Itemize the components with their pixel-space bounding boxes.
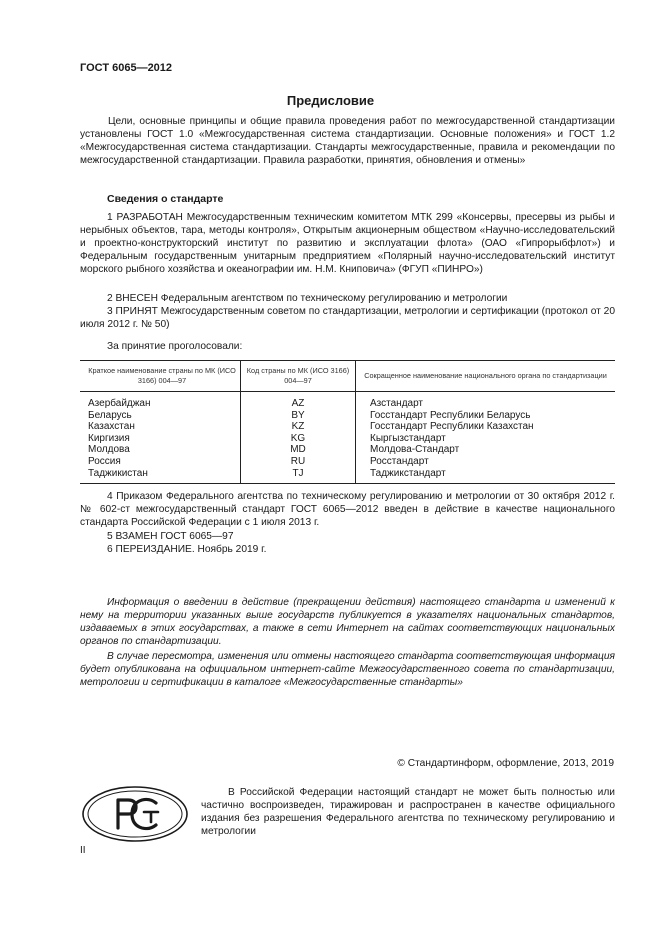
- item-3-text: 3 ПРИНЯТ Межгосударственным советом по стандартизации, метрологии и сертификации (протокол от 20 июля 2012 г. № 50): [80, 306, 615, 330]
- item-5: [80, 530, 615, 543]
- item-2: [80, 292, 615, 305]
- cell-code: RU: [241, 456, 356, 468]
- cell-code: BY: [241, 410, 356, 422]
- voting-table: [80, 360, 615, 484]
- table-header-row: [80, 361, 615, 392]
- cell-code: KZ: [241, 421, 356, 433]
- info-paragraph-1: [80, 596, 615, 648]
- cell-country: Молдова: [88, 444, 130, 456]
- item-6-text: 6 ПЕРЕИЗДАНИЕ. Ноябрь 2019 г.: [107, 544, 267, 555]
- cell-body: Азстандарт: [356, 392, 616, 410]
- standard-designation: ГОСТ 6065—2012: [80, 62, 173, 74]
- table-row: [80, 421, 615, 433]
- item-3: [80, 305, 615, 331]
- item-6: [80, 543, 615, 556]
- page-number: II: [80, 845, 86, 856]
- cell-code: TJ: [241, 468, 356, 484]
- item-5-text: 5 ВЗАМЕН ГОСТ 6065—97: [107, 531, 234, 542]
- cell-country: Казахстан: [88, 421, 135, 433]
- item-1: [80, 211, 615, 276]
- cell-body: Госстандарт Республики Казахстан: [356, 421, 616, 433]
- cell-code: MD: [241, 444, 356, 456]
- header-code: Код страны по МК (ИСО 3166) 004—97: [241, 361, 356, 392]
- info-text-1: Информация о введении в действие (прекращении действия) настоящего стандарта и изменений к нему на территории указанных выше государств публикуется в указателях национальных стандартов, издаваемых в этих государствах, а также в сети Интернет на сайтах соответствующих национальных органов по стандартизации.: [80, 597, 615, 647]
- cell-body: Молдова-Стандарт: [356, 444, 616, 456]
- table-row: [80, 392, 615, 410]
- intro-text: Цели, основные принципы и общие правила проведения работ по межгосударственной стандартизации установлены ГОСТ 1.0 «Межгосударственная система стандартизации. Основные положения» и ГОСТ 1.2 «Межгосударственная система стандартизации. Стандарты межгосударственные, правила и рекомендации по межгосударственной стандартизации. Правила разработки, принятия, обновления и отмены»: [80, 116, 615, 166]
- header-country: Краткое наименование страны по МК (ИСО 3166) 004—97: [80, 361, 241, 392]
- item-4-text: 4 Приказом Федерального агентства по техническому регулированию и метрологии от 30 октября 2012 г. № 602-ст межгосударственный стандарт ГОСТ 6065—2012 введен в действие в качестве национального стандарта Российской Федерации с 1 июля 2013 г.: [80, 491, 615, 528]
- table-row: [80, 468, 615, 484]
- section-subtitle: Сведения о стандарте: [107, 193, 224, 205]
- cell-country: Азербайджан: [88, 398, 151, 409]
- cell-body: Госстандарт Республики Беларусь: [356, 410, 616, 422]
- header-body: Сокращенное наименование национального органа по стандартизации: [356, 361, 616, 392]
- info-text-2: В случае пересмотра, изменения или отмены настоящего стандарта соответствующая информация будет опубликована на официальном интернет-сайте Межгосударственного совета по стандартизации, метрологии и сертификации в каталоге «Межгосударственные стандарты»: [80, 651, 615, 688]
- table-row: [80, 410, 615, 422]
- cell-country: Киргизия: [88, 432, 130, 444]
- table-row: [80, 444, 615, 456]
- cell-body: Таджикстандарт: [356, 468, 616, 484]
- cell-country: Таджикистан: [80, 468, 241, 484]
- vote-caption: За принятие проголосовали:: [107, 341, 243, 352]
- table-row: [80, 456, 615, 468]
- cell-body: Росстандарт: [356, 456, 616, 468]
- table-row: [80, 433, 615, 445]
- cell-code: AZ: [241, 392, 356, 410]
- cell-body: Кыргызстандарт: [356, 433, 616, 445]
- item-4: [80, 490, 615, 529]
- cell-code: KG: [241, 433, 356, 445]
- page-title: Предисловие: [286, 93, 375, 108]
- item-2-text: 2 ВНЕСЕН Федеральным агентством по техническому регулированию и метрологии: [107, 293, 508, 304]
- item-1-text: 1 РАЗРАБОТАН Межгосударственным техническим комитетом МТК 299 «Консервы, пресервы из рыбы и нерыбных объектов, тара, методы контроля», Открытым акционерным обществом «Научно-исследовательский и проектно-конструкторский институт по развитию и эксплуатации флота» (ОАО «Гипрорыбфлот») и Федеральным государственным унитарным предприятием «Полярный научно-исследовательский институт морского рыбного хозяйства и океанографии им. Н.М. Книповича» (ФГУП «ПИНРО»): [80, 212, 615, 275]
- rights-notice: [201, 786, 615, 838]
- intro-paragraph: [80, 115, 615, 167]
- info-paragraph-2: [80, 650, 615, 689]
- copyright-notice: © Стандартинформ, оформление, 2013, 2019: [397, 758, 614, 769]
- pct-certification-logo: [80, 784, 190, 844]
- rights-text: В Российской Федерации настоящий стандарт не может быть полностью или частично воспроизведен, тиражирован и распространен в качестве официального издания без разрешения Федерального агентства по техническому регулированию и метрологии: [201, 787, 615, 837]
- cell-country: Россия: [88, 455, 121, 467]
- cell-country: Беларусь: [88, 409, 132, 421]
